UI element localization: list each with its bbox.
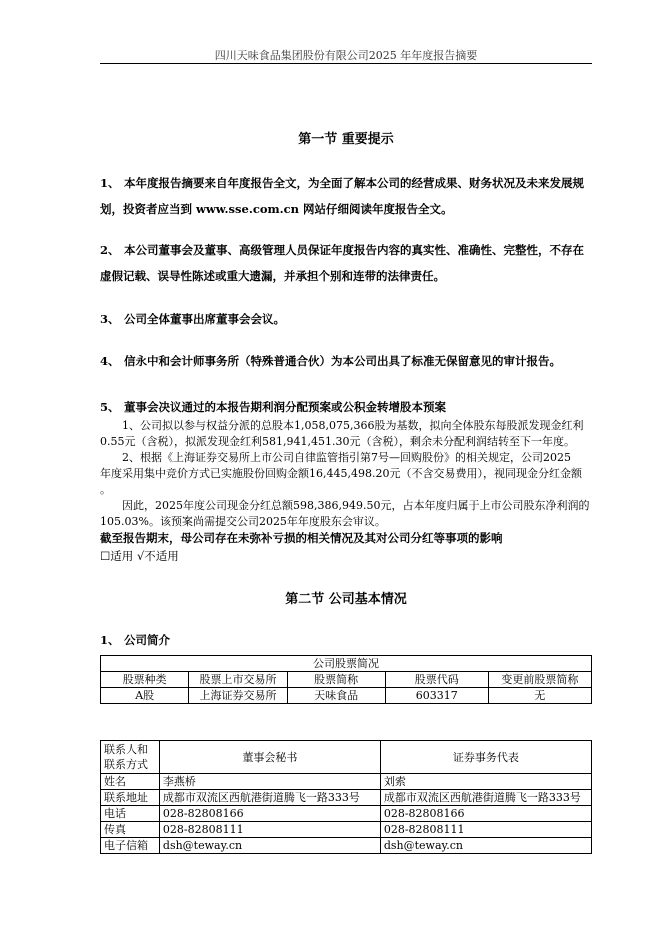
dividend-p1-line1: 1、公司拟以参与权益分派的总股本1,058,075,366股为基数，拟向全体股东每股派发现金红利 [122, 419, 584, 432]
table-cell: 成都市双流区西航港街道腾飞一路333号 [159, 790, 380, 806]
loss-options: ☐适用 √不适用 [100, 549, 179, 563]
dividend-p2-line1: 2、根据《上海证券交易所上市公司自律监管指引第7号—回购股份》的相关规定，公司2025 [122, 451, 571, 464]
item-number: 1、 [100, 176, 120, 190]
stock-table-caption: 公司股票简况 [101, 656, 592, 672]
header-cell: 证券事务代表 [380, 741, 591, 774]
table-cell: 603317 [385, 688, 488, 704]
table-cell: A股 [101, 688, 189, 704]
table-cell: 刘索 [380, 774, 591, 790]
notice-item-2 [100, 237, 592, 289]
table-cell: 无 [488, 688, 591, 704]
item-number: 4、 [100, 354, 120, 368]
table-row [101, 688, 592, 704]
dividend-details [100, 418, 592, 530]
item-text: 董事会决议通过的本报告期利润分配预案或公积金转增股本预案 [124, 400, 446, 414]
table-cell: dsh@teway.cn [380, 838, 591, 854]
table-cell: 上海证券交易所 [189, 688, 287, 704]
table-cell: 028-82808166 [159, 806, 380, 822]
dividend-p2-line2: 年度采用集中竞价方式已实施股份回购金额16,445,498.20元（不含交易费用），视同现金分红金额 [100, 467, 582, 480]
table-header-row [101, 672, 592, 688]
header-cell: 股票代码 [385, 672, 488, 688]
header-cell: 变更前股票简称 [488, 672, 591, 688]
item-text: 本公司董事会及董事、高级管理人员保证年度报告内容的真实性、准确性、完整性，不存在 [124, 243, 584, 257]
row-label: 电子信箱 [101, 838, 160, 854]
item-text-cont: 划，投资者应当到 www.sse.com.cn 网站仔细阅读年度报告全文。 [100, 202, 453, 216]
row-label: 电话 [101, 806, 160, 822]
table-cell: 028-82808111 [159, 822, 380, 838]
item-text: 公司简介 [124, 633, 170, 647]
table-cell: 成都市双流区西航港街道腾飞一路333号 [380, 790, 591, 806]
header-cell: 股票简称 [287, 672, 385, 688]
dividend-p3-line1: 因此，2025年度公司现金分红总额598,386,949.50元，占本年度归属于上市公司股东净利润的 [122, 499, 590, 512]
item-text-cont: 虚假记载、误导性陈述或重大遗漏，并承担个别和连带的法律责任。 [100, 269, 445, 283]
table-cell: 028-82808111 [380, 822, 591, 838]
item-text: 信永中和会计师事务所（特殊普通合伙）为本公司出具了标准无保留意见的审计报告。 [124, 354, 561, 368]
notice-item-1 [100, 170, 592, 222]
table-row [101, 822, 592, 838]
item-number: 5、 [100, 400, 120, 414]
table-cell: 李燕桥 [159, 774, 380, 790]
row-label: 联系地址 [101, 790, 160, 806]
item-number: 3、 [100, 312, 120, 326]
header-rule [100, 63, 592, 64]
header-cell: 联系人和联系方式 [101, 741, 160, 774]
table-cell: dsh@teway.cn [159, 838, 380, 854]
stock-table [100, 655, 592, 704]
notice-item-3 [100, 306, 592, 332]
row-label: 姓名 [101, 774, 160, 790]
dividend-p2-line3: 。 [100, 483, 111, 496]
section1-title: 第一节 重要提示 [298, 132, 394, 147]
header-cell: 股票种类 [101, 672, 189, 688]
loss-question: 截至报告期末，母公司存在未弥补亏损的相关情况及其对公司分红等事项的影响 [100, 531, 503, 545]
item-text: 本年度报告摘要来自年度报告全文，为全面了解本公司的经营成果、财务状况及未来发展规 [124, 176, 584, 190]
item-number: 1、 [100, 633, 120, 647]
item-number: 2、 [100, 243, 120, 257]
table-header-row [101, 741, 592, 774]
table-row [101, 806, 592, 822]
table-cell: 028-82808166 [380, 806, 591, 822]
table-row [101, 774, 592, 790]
company-profile-heading [100, 627, 592, 653]
dividend-p3-line2: 105.03%。该预案尚需提交公司2025年年度股东会审议。 [100, 515, 386, 528]
header-cell: 董事会秘书 [159, 741, 380, 774]
notice-item-4 [100, 348, 592, 374]
section2-title: 第二节 公司基本情况 [285, 592, 407, 607]
running-header: 四川天味食品集团股份有限公司2025 年年度报告摘要 [214, 49, 478, 62]
dividend-p1-line2: 0.55元（含税），拟派发现金红利581,941,451.30元（含税），剩余未分配利润结转至下一年度。 [100, 435, 575, 448]
table-cell: 天味食品 [287, 688, 385, 704]
header-cell: 股票上市交易所 [189, 672, 287, 688]
row-label: 传真 [101, 822, 160, 838]
table-row [101, 790, 592, 806]
contact-table [100, 740, 592, 854]
notice-item-5 [100, 394, 592, 420]
item-text: 公司全体董事出席董事会会议。 [124, 312, 285, 326]
table-row [101, 838, 592, 854]
